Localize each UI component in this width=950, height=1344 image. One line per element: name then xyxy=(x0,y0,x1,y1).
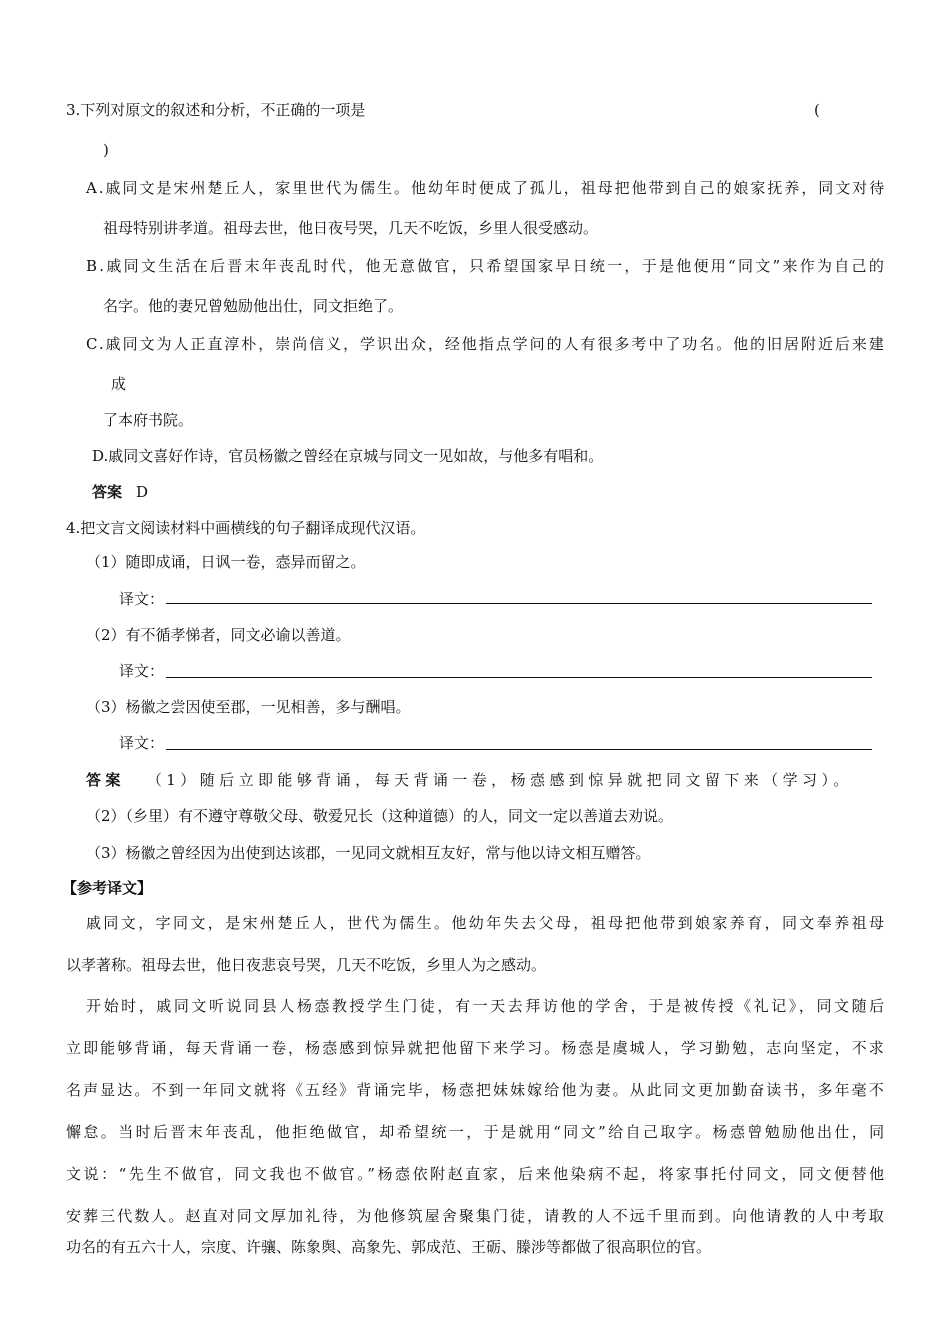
answer-paren-close: ) xyxy=(103,141,109,159)
translation-blank-2[interactable] xyxy=(166,677,872,678)
reference-p2-line: 功名的有五六十人，宗度、许骧、陈象舆、高象先、郭成范、王砺、滕涉等都做了很高职位的官。 xyxy=(66,1238,712,1256)
reference-p2-line: 安葬三代数人。赵直对同文厚加礼待，为他修筑屋舍聚集门徒，请教的人不远千里而到。向他请教的人中考取 xyxy=(66,1207,886,1225)
answer-label: 答案 xyxy=(86,771,125,789)
option-b-line-2: 名字。他的妻兄曾勉励他出仕，同文拒绝了。 xyxy=(103,297,404,315)
reference-heading: 【参考译文】 xyxy=(62,879,153,897)
answer-paren-open: ( xyxy=(814,101,820,119)
reference-p2-line: 开始时，戚同文听说同县人杨悫教授学生门徒，有一天去拜访他的学舍，于是被传授《礼记》，同文随后 xyxy=(86,997,887,1015)
translate-item-3: （3）杨徽之尝因使至郡，一见相善，多与酬唱。 xyxy=(86,698,411,716)
translate-item-1: （1）随即成诵，日讽一卷，悫异而留之。 xyxy=(86,553,366,571)
reference-p2-line: 名声显达。不到一年同文就将《五经》背诵完毕，杨悫把妹妹嫁给他为妻。从此同文更加勤奋读书，多年毫不 xyxy=(66,1081,886,1099)
option-a-line-2: 祖母特别讲孝道。祖母去世，他日夜号哭，几天不吃饭，乡里人很受感动。 xyxy=(103,219,599,237)
translation-blank-3[interactable] xyxy=(166,749,872,750)
option-b-line-1: B.戚同文生活在后晋末年丧乱时代，他无意做官，只希望国家早日统一，于是他便用“同文”来作为自己的 xyxy=(86,257,887,275)
translate-item-2: （2）有不循孝悌者，同文必谕以善道。 xyxy=(86,626,351,644)
reference-p1-line: 戚同文，字同文，是宋州楚丘人，世代为儒生。他幼年失去父母，祖母把他带到娘家养育，同文奉养祖母 xyxy=(86,914,887,932)
translation-label-3: 译文： xyxy=(119,734,165,752)
answer-value: D xyxy=(136,483,149,501)
option-c-line-2: 成 xyxy=(111,375,127,393)
option-c-line-1: C.戚同文为人正直淳朴，崇尚信义，学识出众，经他指点学问的人有很多考中了功名。他的旧居附近后来建 xyxy=(86,335,886,353)
question-4-answer xyxy=(86,770,853,790)
reference-p2-line: 立即能够背诵，每天背诵一卷，杨悫感到惊异就把他留下来学习。杨悫是虞城人，学习勤勉，志向坚定，不求 xyxy=(66,1039,886,1057)
option-c-line-3: 了本府书院。 xyxy=(103,411,194,429)
answer-line-1: （1）随后立即能够背诵，每天背诵一卷，杨悫感到惊异就把同文留下来（学习）。 xyxy=(146,771,853,789)
reference-p1-line: 以孝著称。祖母去世，他日夜悲哀号哭，几天不吃饭，乡里人为之感动。 xyxy=(66,956,547,974)
answer-line-3: （3）杨徽之曾经因为出使到达该郡，一见同文就相互友好，常与他以诗文相互赠答。 xyxy=(86,844,651,862)
option-d: D.戚同文喜好作诗，官员杨徽之曾经在京城与同文一见如故，与他多有唱和。 xyxy=(92,447,604,465)
translation-label-1: 译文： xyxy=(119,590,165,608)
reference-p2-line: 文说：“先生不做官，同文我也不做官。”杨悫依附赵直家，后来他染病不起，将家事托付同文，同文便替他 xyxy=(66,1165,887,1183)
translation-blank-1[interactable] xyxy=(166,603,872,604)
question-3-answer xyxy=(92,482,148,502)
answer-line-2: （2）（乡里）有不遵守尊敬父母、敬爱兄长（这种道德）的人，同文一定以善道去劝说。 xyxy=(86,807,674,825)
question-4-stem: 4.把文言文阅读材料中画横线的句子翻译成现代汉语。 xyxy=(66,519,426,537)
option-a-line-1: A.戚同文是宋州楚丘人，家里世代为儒生。他幼年时便成了孤儿，祖母把他带到自己的娘家抚养，同文对待 xyxy=(86,179,887,197)
question-3-stem: 3.下列对原文的叙述和分析，不正确的一项是 xyxy=(66,101,366,119)
translation-label-2: 译文： xyxy=(119,662,165,680)
reference-p2-line: 懈怠。当时后晋末年丧乱，他拒绝做官，却希望统一，于是就用“同文”给自己取字。杨悫曾勉励他出仕，同 xyxy=(66,1123,887,1141)
answer-label: 答案 xyxy=(92,483,123,501)
